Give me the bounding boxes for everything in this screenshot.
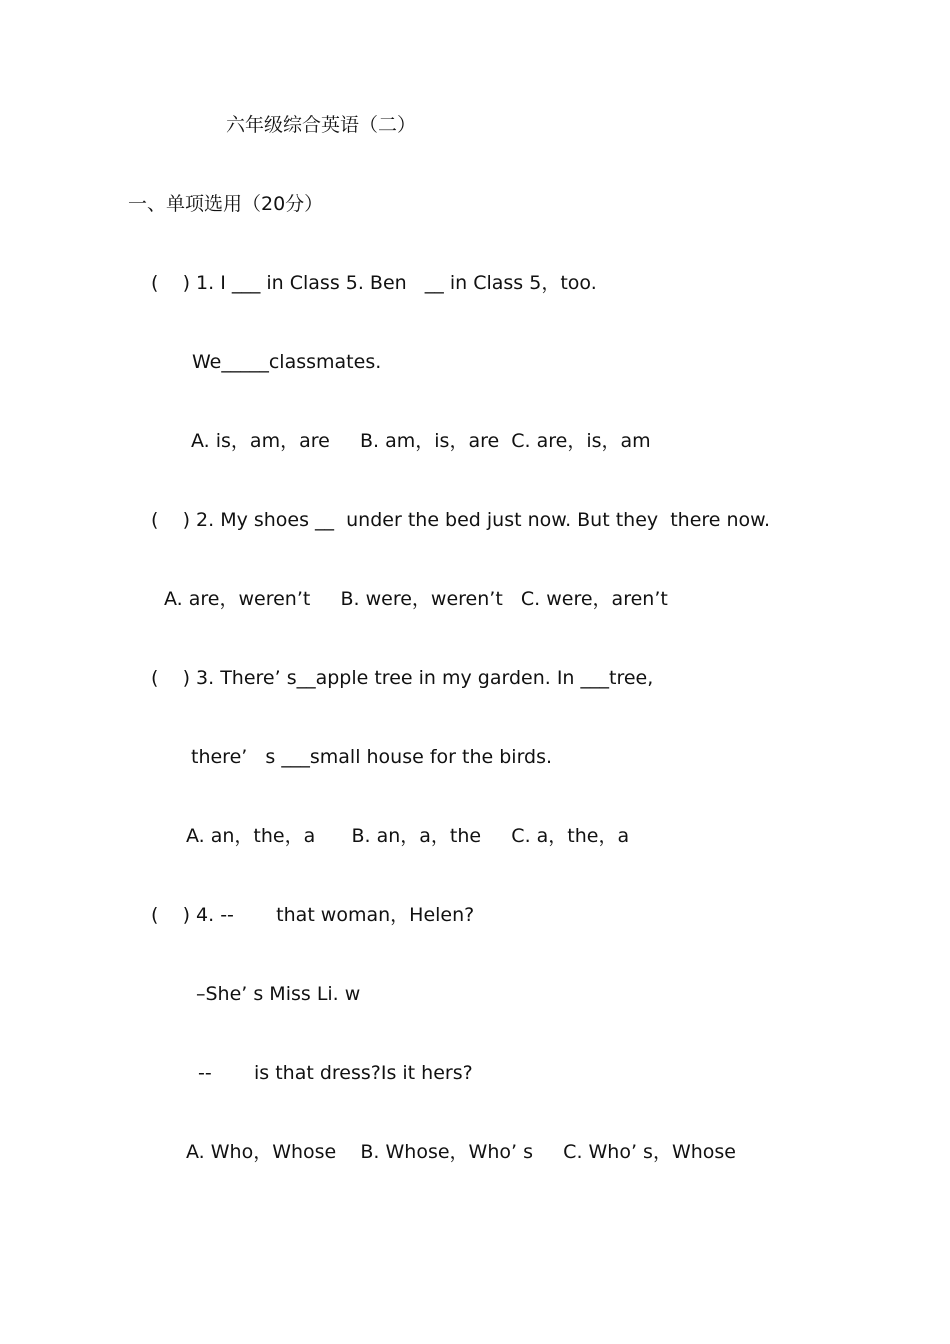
question-3-line-1: ( ) 3. There’ s__apple tree in my garden. In ___tree, [151,667,654,689]
question-3-line-2: there’ s ___small house for the birds. [191,746,553,768]
question-4-line-1: ( ) 4. -- that woman，Helen? [151,904,475,926]
question-4-options: A. Who，Whose B. Whose，Who’ s C. Who’ s，Whose [186,1141,736,1163]
question-1-line-2: We_____classmates. [192,351,382,373]
question-2-line-1: ( ) 2. My shoes __ under the bed just now. But they there now. [151,509,771,531]
question-4-line-2: –She’ s Miss Li. w [196,983,361,1005]
question-4-line-3: -- is that dress?Is it hers? [198,1062,473,1084]
question-1-line-1: ( ) 1. I ___ in Class 5. Ben __ in Class 5，too. [151,272,597,294]
document-title: 六年级综合英语（二） [226,114,417,136]
question-3-options: A. an，the，a B. an，a，the C. a，the，a [186,825,630,847]
question-1-options: A. is，am，are B. am，is，are C. are，is，am [191,430,651,452]
section-heading: 一、单项选用（20分） [128,193,324,215]
question-2-options: A. are，weren’t B. were，weren’t C. were，aren’t [164,588,668,610]
